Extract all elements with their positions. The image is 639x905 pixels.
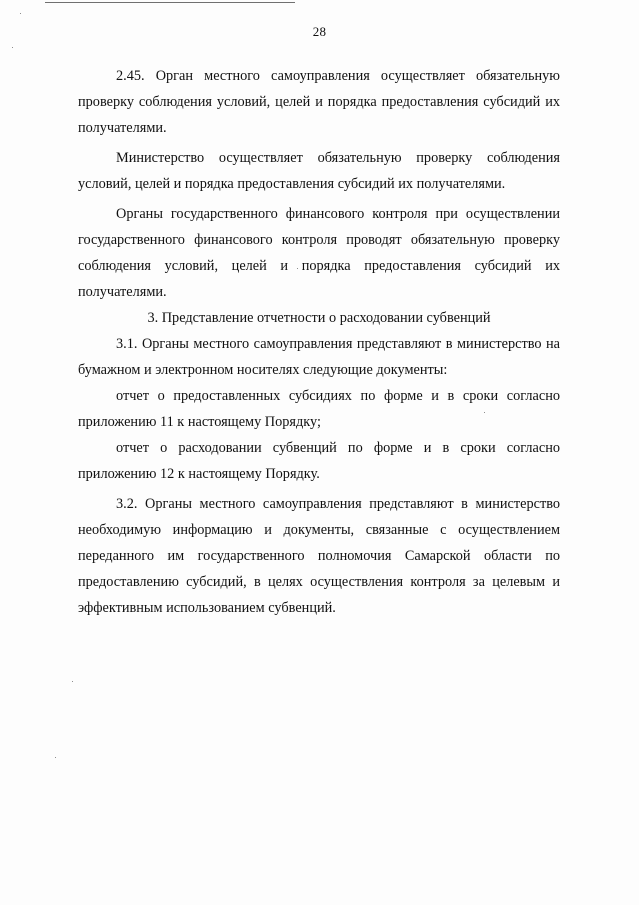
paragraph-2-45: 2.45. Орган местного самоуправления осуществляет обязательную проверку соблюдения условий, целей и порядка предоставления субсидий их получателями.: [78, 68, 560, 136]
scan-speck: [55, 757, 56, 758]
scan-speck: [20, 13, 21, 14]
page-number: 28: [312, 24, 327, 39]
scan-speck: [72, 681, 73, 682]
list-item-report-subsidies: отчет о предоставленных субсидиях по форме и в сроки согласно приложению 11 к настоящему Порядку;: [78, 388, 560, 430]
paragraph-ministry-check: Министерство осуществляет обязательную проверку соблюдения условий, целей и порядка предоставления субсидий их получателями.: [78, 150, 560, 192]
list-item-report-subventions: отчет о расходовании субвенций по форме и в сроки согласно приложению 12 к настоящему Порядку.: [78, 440, 560, 482]
paragraph-3-1: 3.1. Органы местного самоуправления представляют в министерство на бумажном и электронном носителях следующие документы:: [78, 336, 560, 378]
paragraph-3-2: 3.2. Органы местного самоуправления представляют в министерство необходимую информацию и документы, связанные с осуществлением переданного им государственного полномочия Самарской области по предоставлению субсидий, в целях осуществления контроля за целевым и эффективным использованием субвенций.: [78, 496, 560, 616]
section-3-heading: 3. Представление отчетности о расходовании субвенций: [147, 310, 491, 326]
scan-speck: [12, 47, 13, 48]
paragraph-financial-control: Органы государственного финансового контроля при осуществлении государственного финансового контроля проводят обязательную проверку соблюдения условий, целей и порядка предоставления субсидий их получателями.: [78, 206, 560, 300]
scan-edge-line: [45, 2, 295, 3]
document-body: [78, 63, 560, 621]
